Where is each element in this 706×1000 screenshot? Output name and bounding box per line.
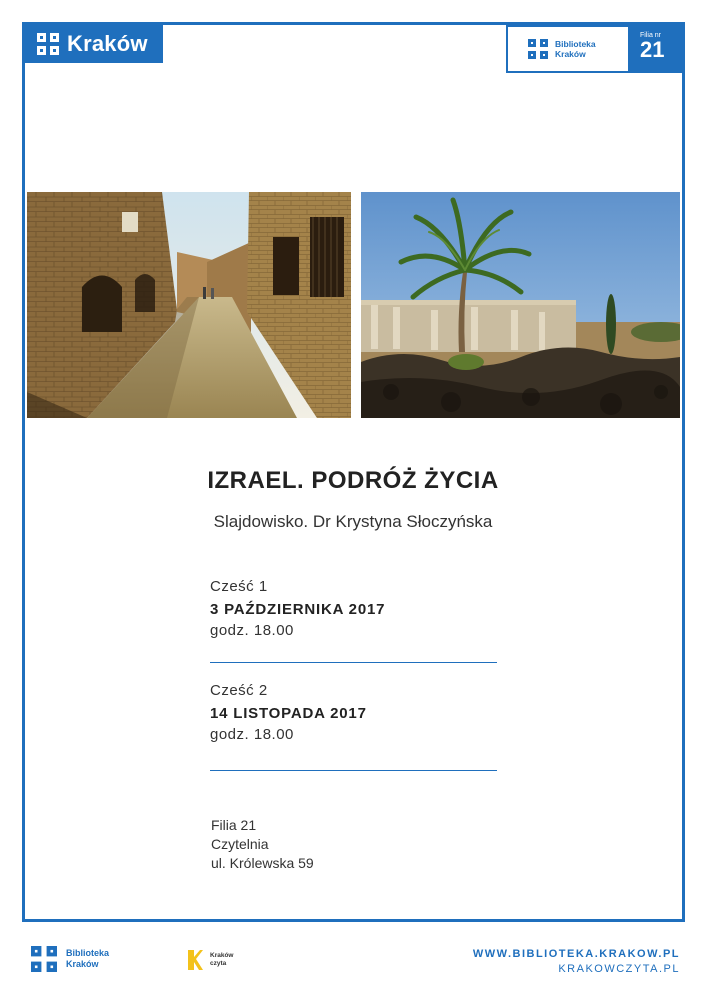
footer-library-logo[interactable]: Biblioteka Kraków (31, 946, 109, 972)
event-subtitle: Slajdowisko. Dr Krystyna Słoczyńska (213, 512, 493, 531)
divider (210, 662, 497, 663)
session-1 (210, 578, 500, 639)
photo-stone-alley (27, 192, 351, 418)
branch-label: Filia nr (640, 32, 662, 39)
venue-line: Filia 21 (211, 817, 257, 833)
venue-line: ul. Królewska 59 (211, 855, 314, 871)
event-title: IZRAEL. PODRÓŻ ŻYCIA (207, 467, 499, 494)
library-name: Biblioteka Kraków (555, 39, 596, 59)
library-emblem-icon (528, 39, 548, 59)
session-part: Cześć 1 (210, 578, 268, 595)
website-link-2[interactable]: KRAKOWCZYTA.PL (558, 963, 680, 975)
krakow-emblem-icon (37, 33, 59, 55)
krakow-czyta-icon (186, 948, 204, 972)
krakow-brand-text: Kraków (67, 31, 148, 56)
krakow-czyta-logo[interactable]: Kraków czyta (186, 948, 233, 972)
session-2 (210, 682, 500, 743)
divider (210, 770, 497, 771)
krakow-logo[interactable] (25, 25, 163, 63)
library-logo[interactable] (506, 25, 628, 73)
library-emblem-icon (31, 946, 57, 972)
session-date: 3 PAŹDZIERNIKA 2017 (210, 601, 386, 618)
session-time: godz. 18.00 (210, 622, 294, 639)
photo-palm-ruins (361, 192, 680, 418)
session-part: Cześć 2 (210, 682, 268, 699)
website-link[interactable]: WWW.BIBLIOTEKA.KRAKOW.PL (472, 948, 680, 960)
branch-number: 21 (640, 37, 665, 62)
session-time: godz. 18.00 (210, 726, 294, 743)
venue-line: Czytelnia (211, 836, 269, 852)
venue-address (211, 816, 314, 873)
branch-badge (628, 25, 682, 73)
session-date: 14 LISTOPADA 2017 (210, 705, 367, 722)
